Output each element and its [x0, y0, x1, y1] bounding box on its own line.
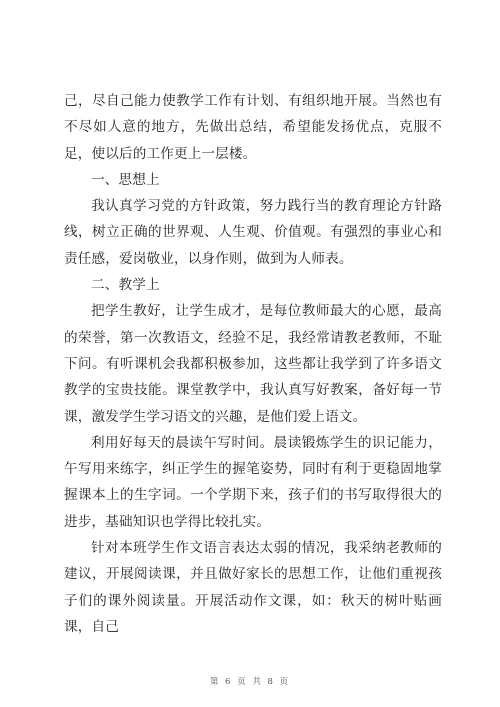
section-heading-teaching: 二、教学上	[91, 277, 160, 294]
paragraph-ideology: 我认真学习党的方针政策，努力践行当的教育理论方针路线，树立正确的世界观、人生观、价值观。有强烈的事业心和责任感，爱岗敬业，以身作则，做到为人师表。	[64, 198, 442, 267]
paragraph-teaching-goals: 把学生教好，让学生成才，是每位教师最大的心愿，最高的荣誉，第一次教语文，经验不足，我经常请教老教师，不耻下问。有听课机会我都积极参加，这些都让我学到了许多语文教学的宝贵技能。课堂教学中，我认真写好教案，备好每一节课，激发学生学习语文的兴趣，是他们爱上语文。	[64, 303, 442, 425]
paragraph-continuation: 己，尽自己能力使教学工作有计划、有组织地开展。当然也有不尽如人意的地方，先做出总结，希望能发扬优点，克服不足，使以后的工作更上一层楼。	[64, 93, 442, 162]
paragraph-composition: 针对本班学生作文语言表达太弱的情况，我采纳老教师的建议，开展阅读课，并且做好家长的思想工作，让他们重视孩子们的课外阅读量。开展活动作文课，如：秋天的树叶贴画课，自己	[64, 540, 442, 635]
section-heading-ideology: 一、思想上	[91, 171, 160, 188]
page-number-footer: 第 6 页 共 8 页	[209, 677, 291, 687]
document-body	[64, 88, 442, 640]
paragraph-morning-reading: 利用好每天的晨读午写时间。晨读锻炼学生的识记能力，午写用来练字，纠正学生的握笔姿势，同时有利于更稳固地掌握课本上的生字词。一个学期下来，孩子们的书写取得很大的进步，基础知识也学得比较扎实。	[64, 434, 442, 530]
